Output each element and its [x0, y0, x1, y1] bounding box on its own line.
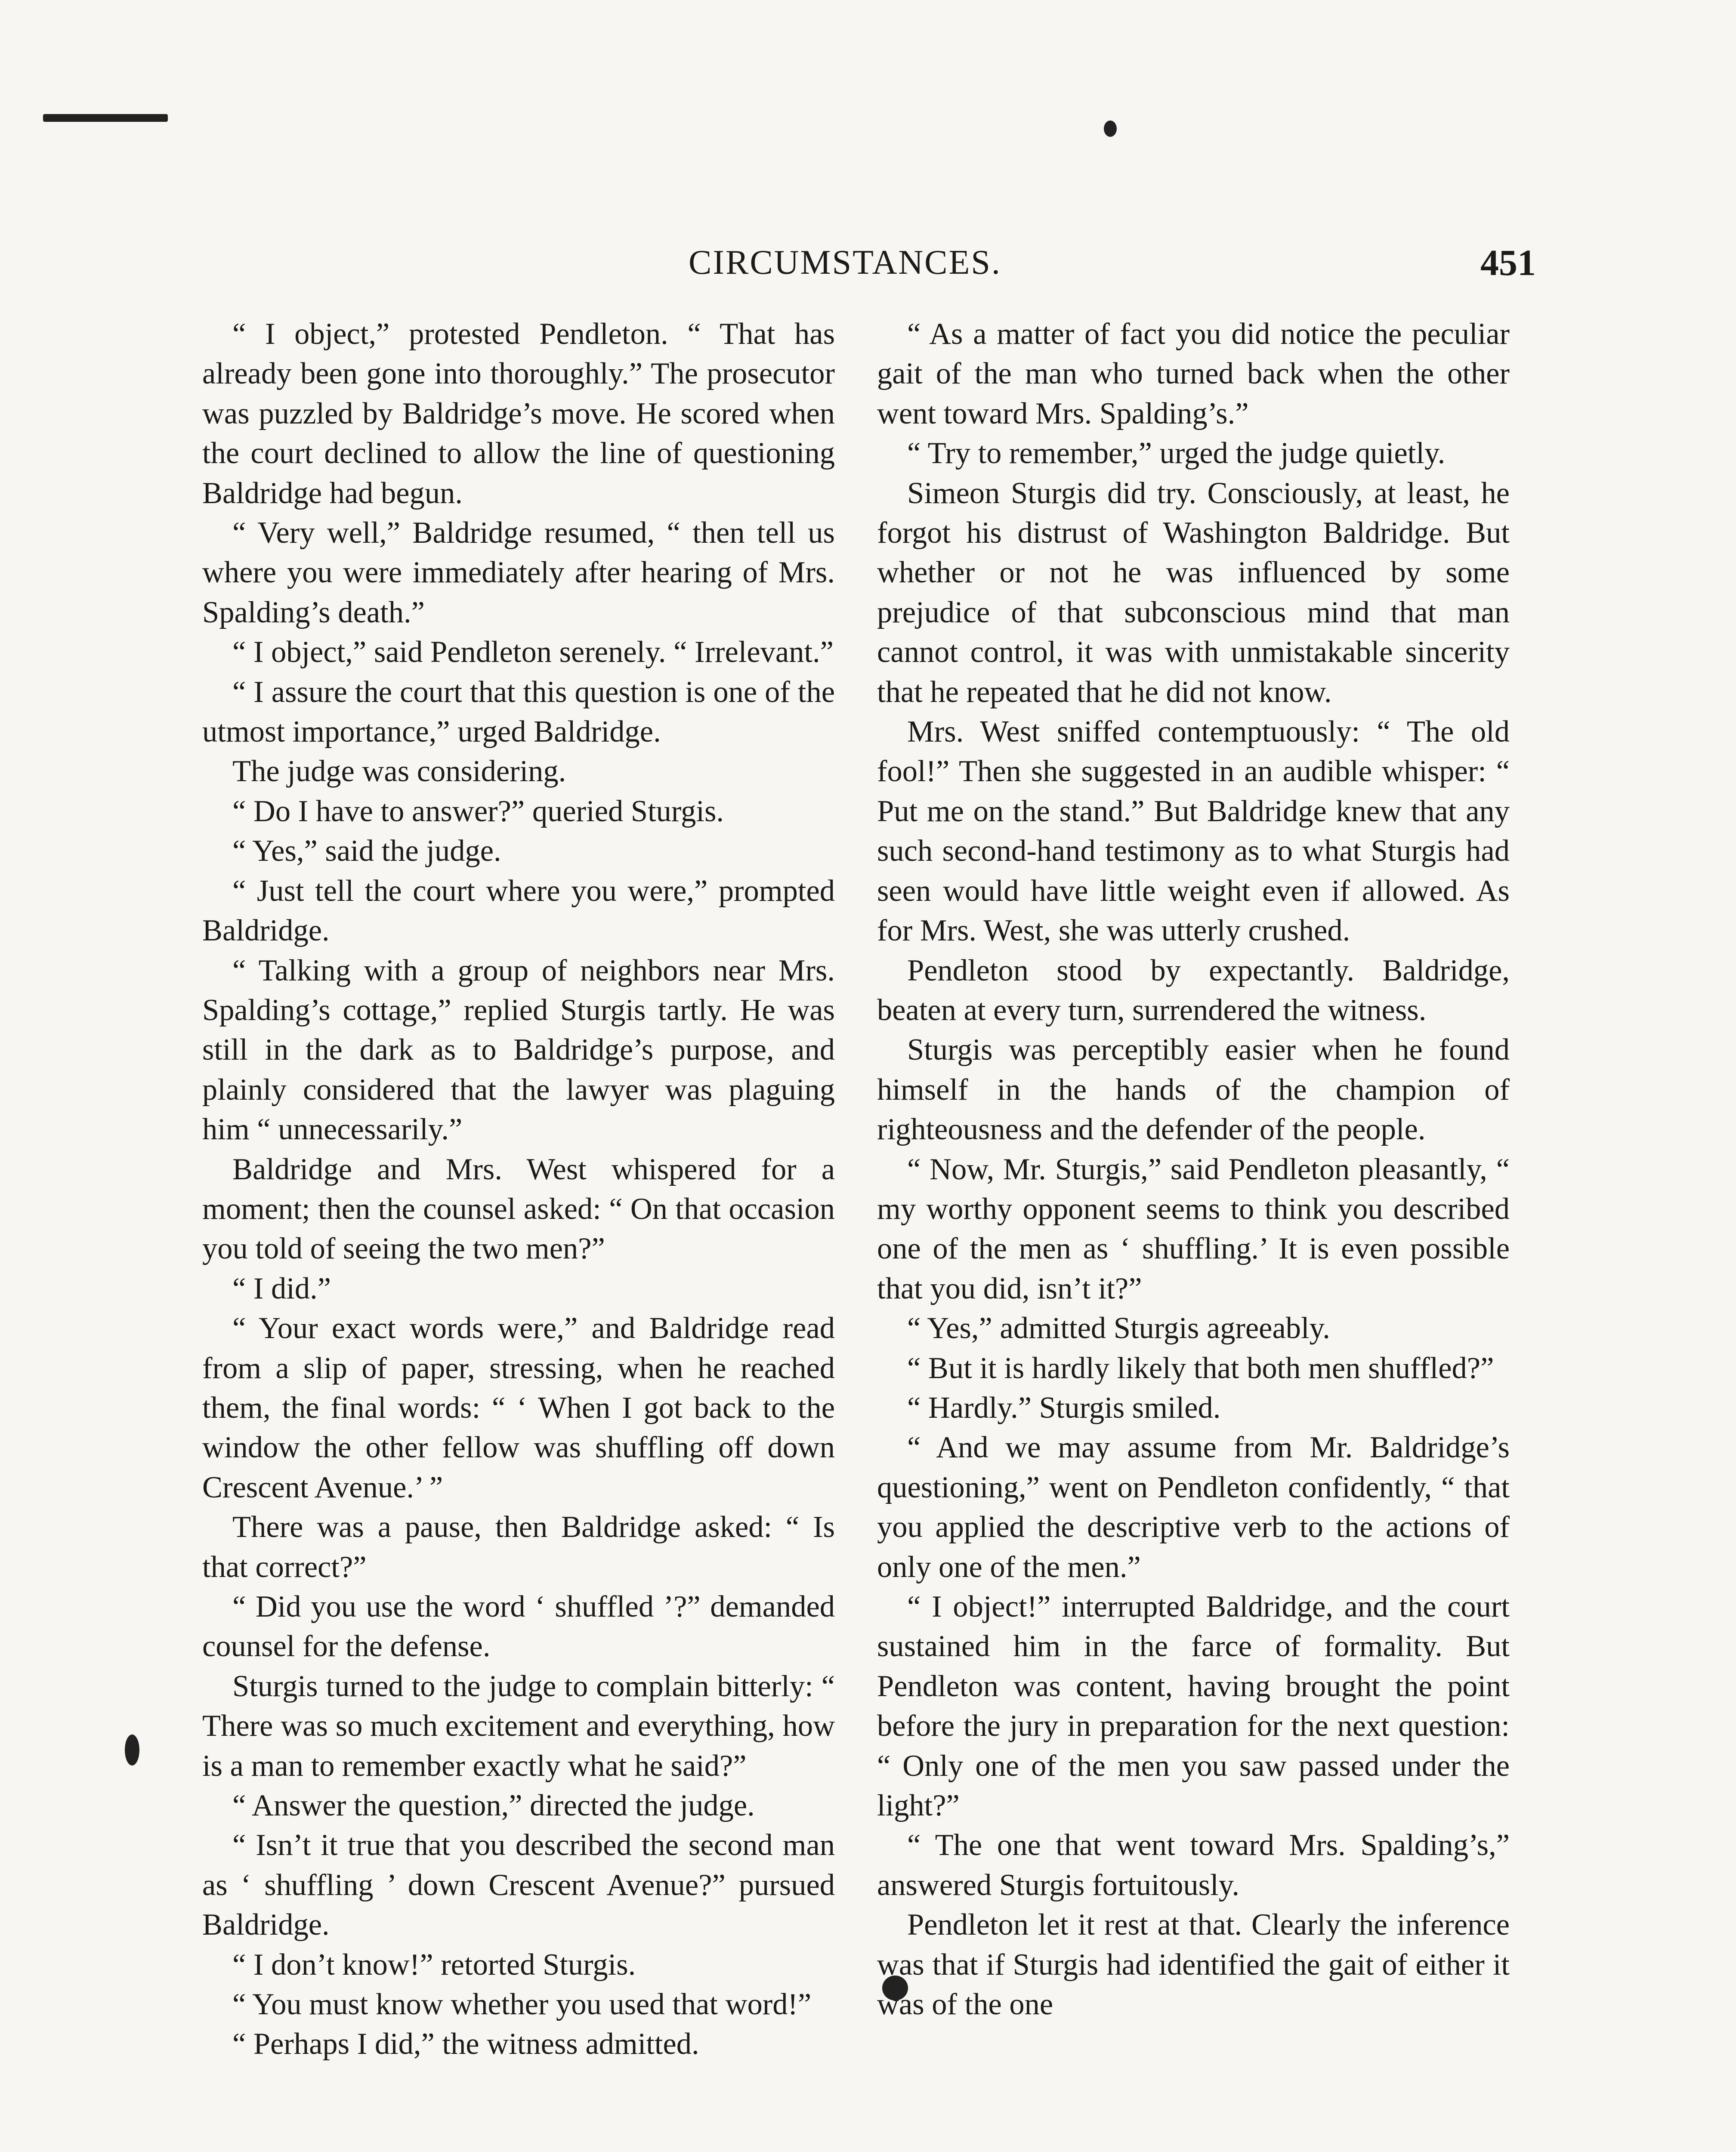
- paragraph: Simeon Sturgis did try. Consciously, at least, he forgot his distrust of Washington Baldridge. But whether or not he was influenced by some prejudice of that subconscious mind that man cannot control, it was with unmistakable sincerity that he repeated that he did not know.: [877, 476, 1510, 709]
- ink-speck: [1104, 121, 1117, 137]
- paragraph: “ The one that went toward Mrs. Spalding’s,” answered Sturgis fortuitously.: [877, 1828, 1510, 1902]
- paragraph: “ As a matter of fact you did notice the peculiar gait of the man who turned back when the other went toward Mrs. Spalding’s.”: [877, 317, 1510, 430]
- paragraph: “ Perhaps I did,” the witness admitted.: [232, 2027, 699, 2061]
- paragraph: Mrs. West sniffed contemptuously: “ The old fool!” Then she suggested in an audible whisper: “ Put me on the stand.” But Baldridge knew that any such second-hand testimony as to what Sturgis had seen would have little weight even if allowed. As for Mrs. West, she was utterly crushed.: [877, 715, 1510, 948]
- paragraph: “ But it is hardly likely that both men shuffled?”: [907, 1351, 1494, 1385]
- paragraph: The judge was considering.: [232, 754, 566, 788]
- paragraph: “ You must know whether you used that word!”: [232, 1988, 812, 2022]
- paragraph: Sturgis was perceptibly easier when he found himself in the hands of the champion of righteousness and the defender of the people.: [877, 1033, 1510, 1147]
- right-text-column: [877, 314, 1510, 2024]
- paragraph: “ And we may assume from Mr. Baldridge’s questioning,” went on Pendleton confidently, “ that you applied the descriptive verb to the actions of only one of the men.”: [877, 1431, 1510, 1584]
- paragraph: Pendleton stood by expectantly. Baldridge, beaten at every turn, surrendered the witness.: [877, 953, 1510, 1027]
- paragraph: “ I object!” interrupted Baldridge, and the court sustained him in the farce of formality. But Pendleton was content, having brought the point before the jury in preparation for the next question: “ Only one of the men you saw passed under the light?”: [877, 1590, 1510, 1823]
- paragraph: “ Your exact words were,” and Baldridge read from a slip of paper, stressing, when he reached them, the final words: “ ‘ When I got back to the window the other fellow was shuffling off down Crescent Avenue.’ ”: [202, 1311, 835, 1504]
- paragraph: “ Hardly.” Sturgis smiled.: [907, 1391, 1221, 1425]
- running-title: CIRCUMSTANCES.: [689, 244, 1001, 281]
- paragraph: Sturgis turned to the judge to complain bitterly: “ There was so much excitement and everything, how is a man to remember exactly what he said?”: [202, 1669, 835, 1783]
- ink-speck: [125, 1735, 139, 1766]
- paragraph: “ Answer the question,” directed the judge.: [232, 1789, 755, 1823]
- paragraph: There was a pause, then Baldridge asked: “ Is that correct?”: [202, 1510, 835, 1584]
- paragraph: Baldridge and Mrs. West whispered for a moment; then the counsel asked: “ On that occasion you told of seeing the two men?”: [202, 1152, 835, 1266]
- paragraph: “ Just tell the court where you were,” prompted Baldridge.: [202, 874, 835, 948]
- paragraph: “ Did you use the word ‘ shuffled ’?” demanded counsel for the defense.: [202, 1590, 835, 1663]
- paragraph: “ Do I have to answer?” queried Sturgis.: [232, 794, 724, 828]
- paragraph: “ I don’t know!” retorted Sturgis.: [232, 1948, 636, 1982]
- paragraph: Pendleton let it rest at that. Clearly the inference was that if Sturgis had identified the gait of either it was of the one: [877, 1908, 1510, 2022]
- paragraph: “ Talking with a group of neighbors near Mrs. Spalding’s cottage,” replied Sturgis tartly. He was still in the dark as to Baldridge’s purpose, and plainly considered that the lawyer was plaguing him “ unnecessarily.”: [202, 953, 835, 1147]
- left-text-column: [202, 314, 835, 2064]
- page-number: 451: [1480, 242, 1536, 283]
- paragraph: “ Now, Mr. Sturgis,” said Pendleton pleasantly, “ my worthy opponent seems to think you described one of the men as ‘ shuffling.’ It is even possible that you did, isn’t it?”: [877, 1152, 1510, 1305]
- paragraph: “ Very well,” Baldridge resumed, “ then tell us where you were immediately after hearing of Mrs. Spalding’s death.”: [202, 516, 835, 629]
- paragraph: “ Yes,” said the judge.: [232, 834, 501, 868]
- ink-smudge-top-left: [43, 114, 168, 122]
- paragraph: “ Isn’t it true that you described the second man as ‘ shuffling ’ down Crescent Avenue?” pursued Baldridge.: [202, 1828, 835, 1942]
- paragraph: “ I assure the court that this question is one of the utmost importance,” urged Baldridge.: [202, 675, 835, 749]
- paragraph: “ I did.”: [232, 1271, 331, 1305]
- paragraph: “ Yes,” admitted Sturgis agreeably.: [907, 1311, 1330, 1345]
- paragraph: “ Try to remember,” urged the judge quietly.: [907, 436, 1446, 470]
- paragraph: “ I object,” protested Pendleton. “ That has already been gone into thoroughly.” The prosecutor was puzzled by Baldridge’s move. He scored when the court declined to allow the line of questioning Baldridge had begun.: [202, 317, 835, 510]
- paragraph: “ I object,” said Pendleton serenely. “ Irrelevant.”: [232, 635, 834, 669]
